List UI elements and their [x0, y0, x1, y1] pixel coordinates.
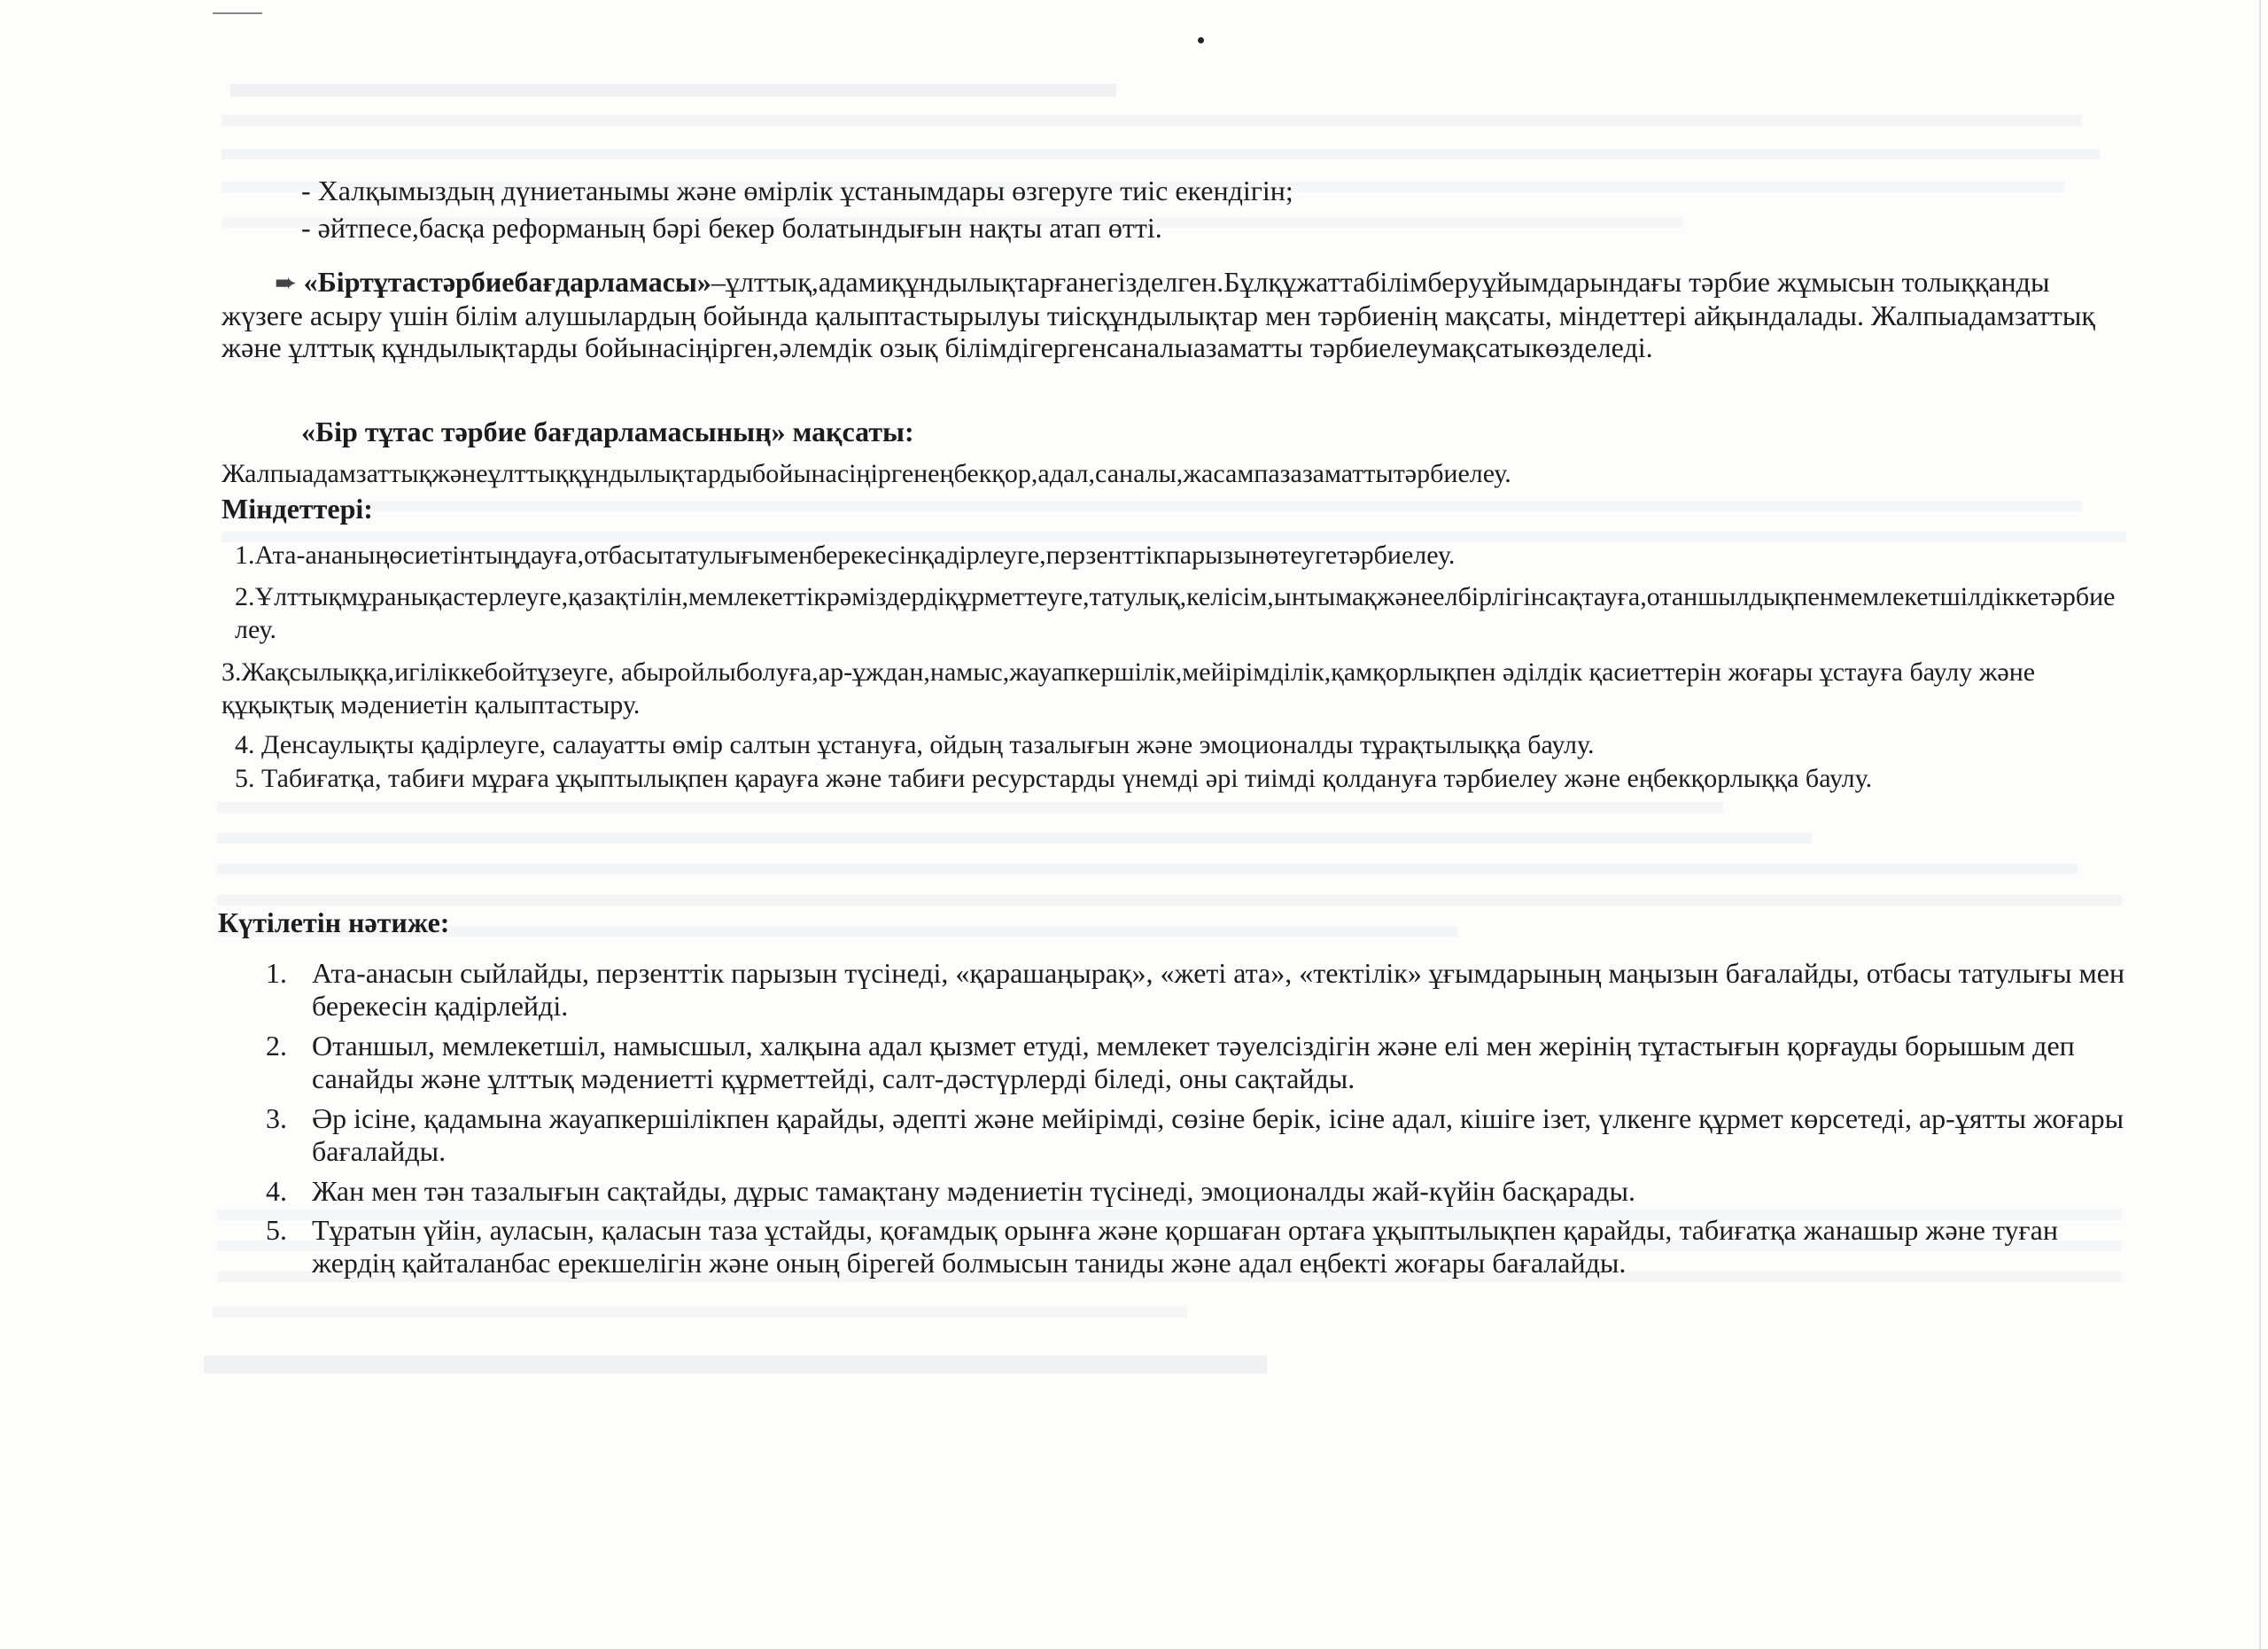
intro-bullet: - Халқымыздың дүниетанымы және өмірлік ұстанымдары өзгеруге тиіс екендігін; [301, 175, 1293, 206]
intro-bullet: - әйтпесе,басқа реформаның бәрі бекер болатындығын нақты атап өтті. [301, 212, 1162, 244]
scan-mark [213, 12, 262, 14]
task-item: 5. Табиғатқа, табиғи мұраға ұқыптылықпен қарауға және табиғи ресурстарды үнемді әрі тиімді қолдануға тәрбиелеу және еңбекқорлыққа баулу. [235, 764, 1873, 793]
goal-text: Жалпыадамзаттықжәнеұлттыққұндылықтардыбойынасіңіргенеңбекқор,адал,саналы,жасампазазаматтытәрбиелеу. [221, 459, 1511, 488]
tasks-heading: Міндеттері: [221, 493, 373, 525]
result-number: 5. [266, 1214, 287, 1246]
program-paragraph [221, 266, 2117, 363]
arrow-bullet-icon: ➨ [275, 268, 304, 298]
result-number: 3. [266, 1102, 287, 1134]
result-text: Отаншыл, мемлекетшіл, намысшыл, халқына адал қызмет етуді, мемлекет тәуелсіздігін және елі мен жерінің тұтастығын қорғауды борышым деп санайды және ұлттық мәдениетті құрметтейді, салт-дәстүрлерді біледі, оны сақтайды. [312, 1030, 2075, 1094]
result-number: 4. [266, 1175, 287, 1207]
page-edge [2259, 0, 2261, 1649]
task-item: 3.Жақсылыққа,игіліккебойтұзеуге, абыройлыболуға,ар-ұждан,намыс,жауапкершілік,мейірімділік,қамқорлықпен әділдік қасиеттерін жоғары ұстауға баулу және құқықтық мәдениетін қалыптастыру. [221, 657, 2036, 719]
result-number: 2. [266, 1030, 287, 1062]
task-item: 1.Ата-ананыңөсиетінтыңдауға,отбасытатулығыменберекесінқадірлеуге,перзенттікпарызынөтеугетәрбиелеу. [235, 541, 1456, 570]
result-text: Жан мен тән тазалығын сақтайды, дұрыс тамақтану мәдениетін түсінеді, эмоционалды жай-күйін басқарады. [312, 1175, 1635, 1207]
goal-heading: «Бір тұтас тәрбие бағдарламасының» мақсаты: [301, 416, 914, 447]
result-text: Әр ісіне, қадамына жауапкершілікпен қарайды, әдепті және мейірімді, сөзіне берік, ісіне адал, кішіге ізет, үлкенге құрмет көрсетеді, ар-ұятты жоғары бағалайды. [312, 1102, 2124, 1167]
scan-dot [1198, 37, 1204, 43]
result-number: 1. [266, 957, 287, 989]
program-title: «Біртұтастәрбиебағдарламасы» [303, 266, 711, 298]
results-heading: Күтілетін нәтиже: [218, 906, 450, 938]
result-text: Ата-анасын сыйлайды, перзенттік парызын түсінеді, «қарашаңырақ», «жеті ата», «тектілік» ұғымдарының маңызын бағалайды, отбасы татулығы мен берекесін қадірлейді. [312, 957, 2125, 1022]
task-item: 2.Ұлттықмұранықастерлеуге,қазақтілін,мемлекеттікрәміздердіқұрметтеуге,татулық,келісім,ынтымақжәнеелбірлігінсақтауға,отаншылдықпенмемлекетшілдіккетәрбиелеу. [235, 582, 2116, 644]
result-text: Тұратын үйін, ауласын, қаласын таза ұстайды, қоғамдық орынға және қоршаған ортаға ұқыптылықпен қарайды, табиғатқа жанашыр және туған жердің қайталанбас ерекшелігін және оның бірегей болмысын таниды және адал еңбекті жоғары бағалайды. [312, 1214, 2058, 1279]
program-text: –ұлттық,адамиқұндылықтарғанегізделген.Бұлқұжаттабілімберуұйымдарындағы тәрбие жұмысын толыққанды жүзеге асыру үшін білім алушылардың бойында қалыптастырылуы тиісқұндылықтар мен тәрбиенің мақсаты, міндеттері айқындалады. Жалпыадамзаттық және ұлттық құндылықтарды бойынасіңірген,әлемдік озық білімдігергенсаналыазаматты тәрбиелеумақсатыкөзделеді. [221, 266, 2095, 363]
task-item: 4. Денсаулықты қадірлеуге, салауатты өмір салтын ұстануға, ойдың тазалығын және эмоционалды тұрақтылыққа баулу. [235, 730, 1595, 759]
